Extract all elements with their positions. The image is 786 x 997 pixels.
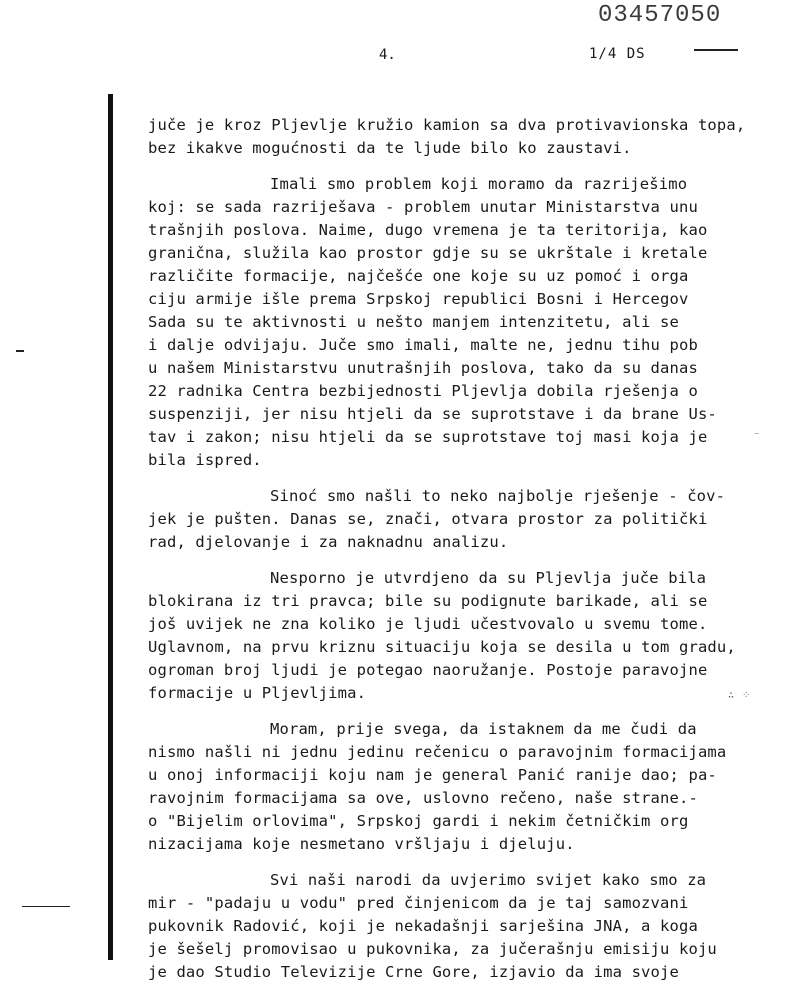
text-line: koj: se sada razriješava - problem unutar Ministarstva unu	[148, 198, 698, 216]
text-line: nismo našli ni jednu jedinu rečenicu o paravojnim formacijama	[148, 743, 727, 761]
text-line: formacije u Pljevljima.	[148, 684, 367, 702]
text-line: je dao Studio Televizije Crne Gore, izjavio da ima svoje	[148, 963, 679, 981]
text-line: Moram, prije svega, da istaknem da me čudi da	[270, 720, 697, 738]
scan-mark-left	[16, 350, 24, 352]
text-line: bez ikakve mogućnosti da te ljude bilo ko zaustavi.	[148, 139, 632, 157]
text-line: pukovnik Radović, koji je nekadašnji sarješina JNA, a koga	[148, 917, 698, 935]
text-line: bila ispred.	[148, 451, 262, 469]
text-line: Sada su te aktivnosti u nešto manjem intenzitetu, ali se	[148, 313, 679, 331]
text-line: Nesporno je utvrdjeno da su Pljevlja juče bila	[270, 569, 707, 587]
text-line: tav i zakon; nisu htjeli da se suprotstave toj masi koja je	[148, 428, 708, 446]
document-serial-number: 03457050	[598, 2, 722, 29]
text-line: granična, služila kao prostor gdje su se ukrštale i kretale	[148, 244, 708, 262]
text-line: još uvijek ne zna koliko je ljudi učestvovalo u svemu tome.	[148, 615, 708, 633]
text-line: nizacijama koje nesmetano vršljaju i djeluju.	[148, 835, 575, 853]
text-line: ravojnim formacijama sa ove, uslovno rečeno, naše strane.-	[148, 789, 698, 807]
text-line: Sinoć smo našli to neko najbolje rješenje - čov-	[270, 487, 726, 505]
scan-specks-right: ﹣	[752, 428, 763, 439]
text-line: juče je kroz Pljevlje kružio kamion sa dva protivavionska topa,	[148, 116, 746, 134]
text-line: različite formacije, najčešće one koje su uz pomoć i orga	[148, 267, 689, 285]
margin-bar	[108, 94, 113, 960]
text-line: 22 radnika Centra bezbijednosti Pljevlja dobila rješenja o	[148, 382, 698, 400]
text-line: Imali smo problem koji moramo da razriješimo	[270, 175, 688, 193]
paragraph	[148, 869, 738, 984]
page-number: 4.	[379, 47, 396, 63]
document-body	[148, 114, 746, 997]
text-line: i dalje odvijaju. Juče smo imali, malte ne, jednu tihu pob	[148, 336, 698, 354]
text-line: ogroman broj ljudi je potegao naoružanje. Postoje paravojne	[148, 661, 708, 679]
text-line: trašnjih poslova. Naime, dugo vremena je ta teritorija, kao	[148, 221, 708, 239]
text-line: u onoj informaciji koju nam je general Panić ranije dao; pa-	[148, 766, 717, 784]
text-line: je šešelj promovisao u pukovnika, za jučerašnju emisiju koju	[148, 940, 717, 958]
paragraph	[148, 485, 738, 554]
text-line: ciju armije išle prema Srpskoj republici Bosni i Hercegov	[148, 290, 689, 308]
page-code: 1/4 DS	[589, 46, 646, 62]
text-line: Svi naši narodi da uvjerimo svijet kako smo za	[270, 871, 707, 889]
text-line: jek je pušten. Danas se, znači, otvara prostor za politički	[148, 510, 708, 528]
text-line: u našem Ministarstvu unutrašnjih poslova, tako da su danas	[148, 359, 698, 377]
text-line: blokirana iz tri pravca; bile su podignute barikade, ali se	[148, 592, 708, 610]
text-line: rad, djelovanje i za naknadnu analizu.	[148, 533, 509, 551]
paragraph	[148, 567, 738, 705]
text-line: mir - "padaju u vodu" pred činjenicom da je taj samozvani	[148, 894, 689, 912]
paragraph	[148, 114, 746, 160]
text-line: Uglavnom, na prvu kriznu situaciju koja se desila u tom gradu,	[148, 638, 736, 656]
scan-mark-bottom-left	[22, 906, 70, 907]
scan-mark-top-right	[694, 49, 738, 51]
scan-specks: ∴ ⁘	[728, 690, 752, 701]
paragraph	[148, 173, 738, 472]
paragraph	[148, 718, 738, 856]
text-line: suspenziji, jer nisu htjeli da se suprotstave i da brane Us-	[148, 405, 717, 423]
text-line: o "Bijelim orlovima", Srpskoj gardi i nekim četničkim org	[148, 812, 689, 830]
